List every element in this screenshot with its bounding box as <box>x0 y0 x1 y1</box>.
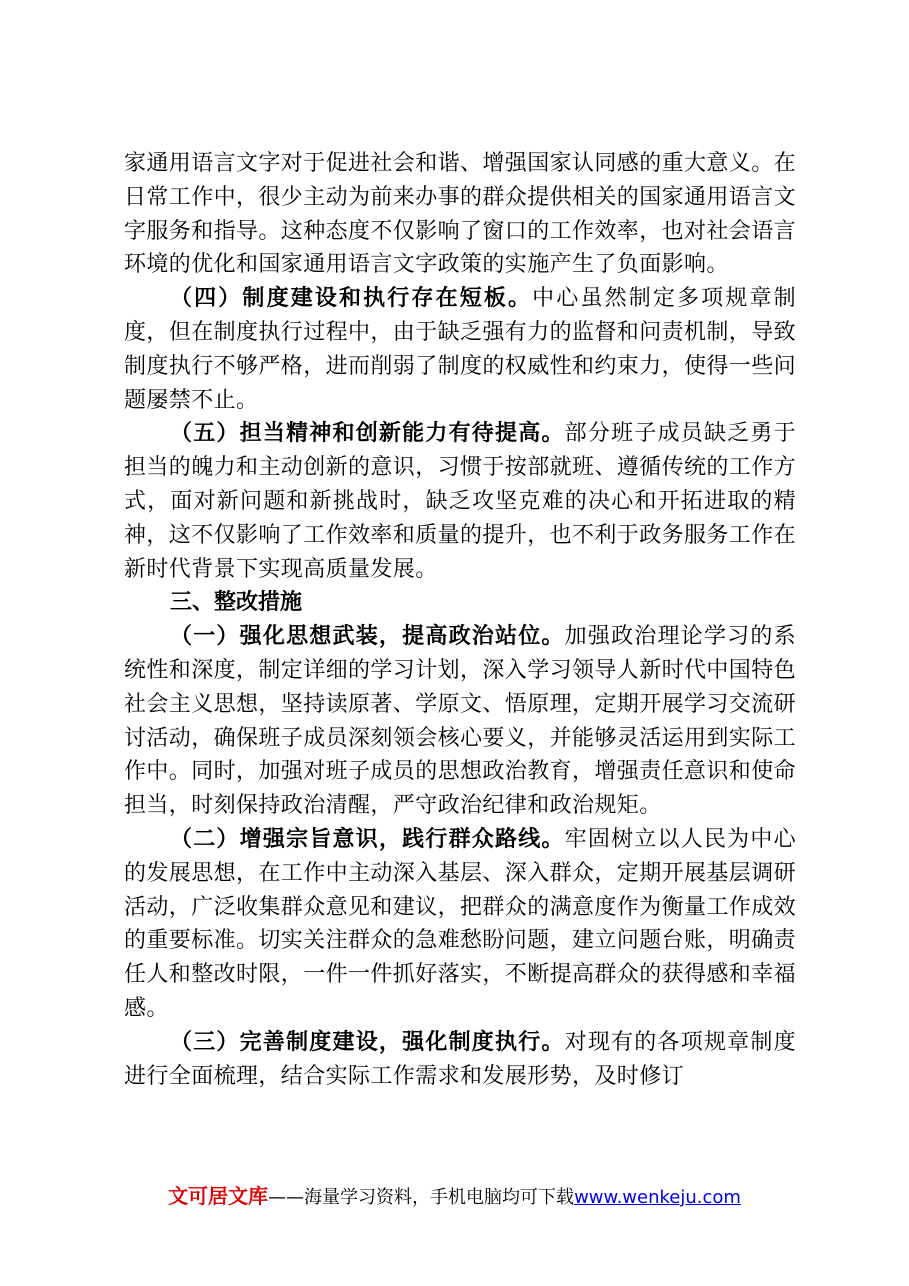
paragraph-lead: （三）完善制度建设，强化制度执行。 <box>170 1028 565 1055</box>
paragraph-lead: （二）增强宗旨意识，践行群众路线。 <box>170 825 565 852</box>
paragraph-text: 家通用语言文字对于促进社会和谐、增强国家认同感的重大意义。在日常工作中，很少主动为前来办事的群众提供相关的国家通用语言文字服务和指导。这种态度不仅影响了窗口的工作效率，也对社会语言环境的优化和国家通用语言文字政策的实施产生了负面影响。 <box>124 151 797 278</box>
paragraph-text: 牢固树立以人民为中心的发展思想，在工作中主动深入基层、深入群众，定期开展基层调研活动，广泛收集群众意见和建议，把群众的满意度作为衡量工作成效的重要标准。切实关注群众的急难愁盼问题，建立问题台账，明确责任人和整改时限，一件一件抓好落实，不断提高群众的获得感和幸福感。 <box>124 826 797 1021</box>
paragraph <box>124 147 796 282</box>
section-heading: 三、整改措施 <box>170 589 303 616</box>
paragraph-text: 对现有的各项规章制度进行全面梳理，结合实际工作需求和发展形势，及时修订 <box>124 1029 796 1089</box>
paragraph <box>124 620 796 823</box>
footer-tagline: ——海量学习资料，手机电脑均可下载 <box>268 1187 575 1208</box>
paragraph-lead: （五）担当精神和创新能力有待提高。 <box>170 420 565 447</box>
footer-banner <box>0 1180 909 1209</box>
footer-brand: 文可居文库 <box>168 1184 269 1208</box>
paragraph <box>124 417 796 586</box>
document-body <box>124 147 796 1093</box>
paragraph <box>124 823 796 1026</box>
paragraph <box>124 1026 796 1094</box>
paragraph-text: 中心虽然制定多项规章制度，但在制度执行过程中，由于缺乏强有力的监督和问责机制，导致制度执行不够严格，进而削弱了制度的权威性和约束力，使得一些问题屡禁不止。 <box>124 286 797 413</box>
paragraph-lead: （一）强化思想武装，提高政治站位。 <box>170 623 565 650</box>
paragraph-text: 加强政治理论学习的系统性和深度，制定详细的学习计划，深入学习领导人新时代中国特色社会主义思想，坚持读原著、学原文、悟原理，定期开展学习交流研讨活动，确保班子成员深刻领会核心要义，并能够灵活运用到实际工作中。同时，加强对班子成员的思想政治教育，增强责任意识和使命担当，时刻保持政治清醒，严守政治纪律和政治规矩。 <box>124 624 797 819</box>
paragraph-lead: （四）制度建设和执行存在短板。 <box>170 285 533 312</box>
footer-website-link[interactable]: www.wenkeju.com <box>574 1187 741 1208</box>
paragraph-text: 部分班子成员缺乏勇于担当的魄力和主动创新的意识，习惯于按部就班、遵循传统的工作方式，面对新问题和新挑战时，缺乏攻坚克难的决心和开拓进取的精神，这不仅影响了工作效率和质量的提升，也不利于政务服务工作在新时代背景下实现高质量发展。 <box>124 421 797 582</box>
paragraph <box>124 282 796 417</box>
